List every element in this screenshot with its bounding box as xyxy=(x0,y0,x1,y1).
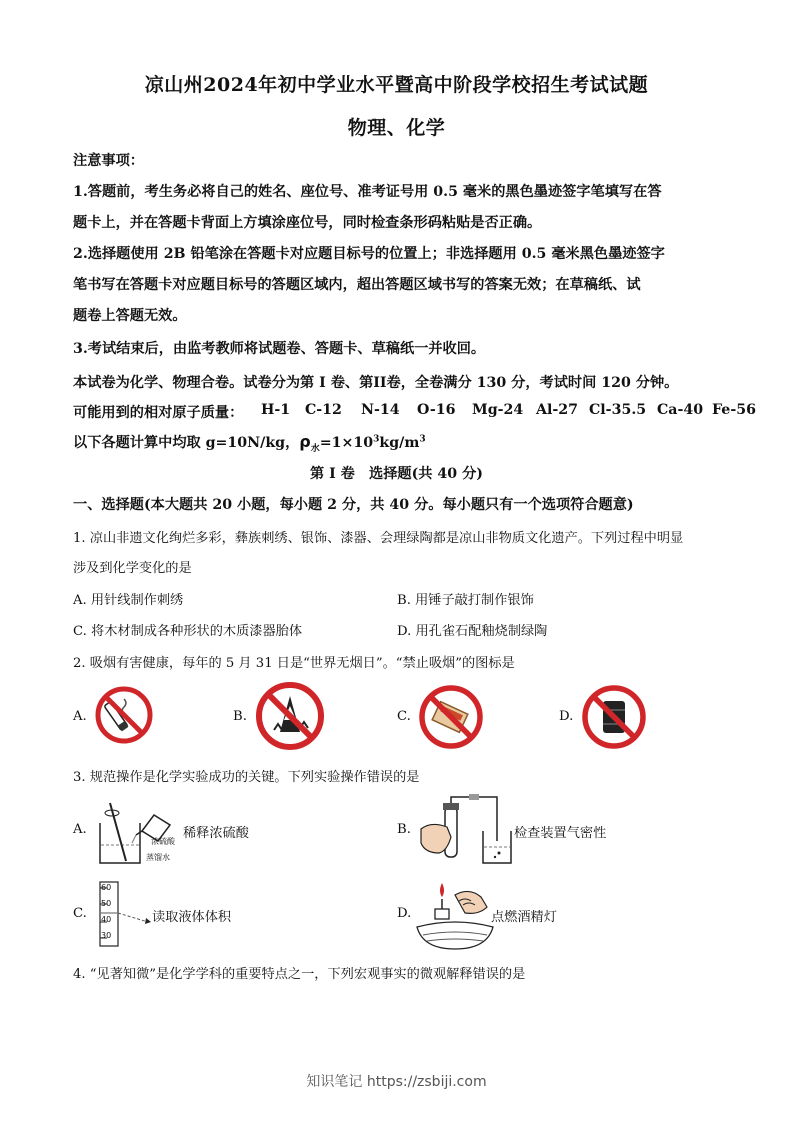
mass-cl: Cl-35.5 xyxy=(589,402,647,418)
q1-option-a: A. 用针线制作刺绣 xyxy=(73,593,184,608)
q1-stem-line-1: 1. 凉山非遗文化绚烂多彩，彝族刺绣、银饰、漆器、会理绿陶都是凉山非物质文化遗产。下列过程中明显 xyxy=(73,531,684,546)
mass-c: C-12 xyxy=(305,402,342,418)
tag-concentrated-acid: 浓硫酸 xyxy=(151,837,175,846)
mass-n: N-14 xyxy=(361,402,400,418)
atomic-masses xyxy=(73,402,756,422)
q1-option-d: D. 用孔雀石配釉烧制绿陶 xyxy=(397,624,548,639)
rho-exponent: 3 xyxy=(373,434,380,445)
graduated-cylinder-figure xyxy=(90,878,152,948)
q2-stem: 2. 吸烟有害健康，每年的 5 月 31 日是“世界无烟日”。“禁止吸烟”的图标是 xyxy=(73,656,515,671)
mass-mg: Mg-24 xyxy=(472,402,524,418)
q1-option-b: B. 用锤子敲打制作银饰 xyxy=(397,593,534,608)
exam-title: 凉山州2024年初中学业水平暨高中阶段学校招生考试试题 xyxy=(144,74,649,96)
mass-h: H-1 xyxy=(261,402,291,418)
exam-subtitle: 物理、化学 xyxy=(347,117,446,139)
tick-label: 50 xyxy=(101,899,112,908)
q2-option-c-label: C. xyxy=(397,709,411,724)
atomic-masses-label: 可能用到的相对原子质量： xyxy=(73,405,244,421)
note-2-line-1: 2.选择题使用 2B 铅笔涂在答题卡对应题目标号的位置上；非选择题用 0.5 毫米黑色墨迹签字 xyxy=(73,246,665,262)
footer-watermark: 知识笔记 https://zsbiji.com xyxy=(306,1074,487,1090)
q3-option-b-label: B. xyxy=(397,822,411,837)
mass-fe: Fe-56 xyxy=(712,402,756,418)
note-3: 3.考试结束后，由监考教师将试题卷、答题卡、草稿纸一并收回。 xyxy=(73,341,486,357)
rho-symbol: ρ xyxy=(299,432,311,451)
mass-o: O-16 xyxy=(417,402,456,418)
note-1-line-2: 题卡上，并在答题卡背面上方填涂座位号，同时检查条形码粘贴是否正确。 xyxy=(73,215,542,231)
section-instruction: 一、选择题(本大题共 20 小题，每小题 2 分，共 40 分。每小题只有一个选项符合题意) xyxy=(73,497,634,513)
rho-subscript: 水 xyxy=(310,443,320,454)
notes-heading: 注意事项： xyxy=(73,153,144,169)
section-title: 第 I 卷 选择题(共 40 分) xyxy=(309,466,484,482)
calc-constants xyxy=(73,432,426,454)
calc-g: 以下各题计算中均取 g=10N/kg， xyxy=(73,435,300,451)
q3-option-d-label: D. xyxy=(397,906,412,921)
q3-option-a-label: A. xyxy=(73,822,87,837)
note-2-line-2: 笔书写在答题卡对应题目标号的答题区域内，超出答题区域书写的答案无效；在草稿纸、试 xyxy=(73,277,641,293)
tick-label: 60 xyxy=(101,883,112,892)
no-smoking-sign-a xyxy=(94,685,154,745)
rho-unit-exponent: 3 xyxy=(419,434,426,445)
q2-option-a-label: A. xyxy=(73,709,87,724)
q3-option-a-text: 稀释浓硫酸 xyxy=(183,826,249,841)
alcohol-lamp-figure xyxy=(415,875,495,951)
q4-stem: 4. “见著知微”是化学学科的重要特点之一，下列宏观事实的微观解释错误的是 xyxy=(73,967,526,982)
airtightness-check-figure xyxy=(415,793,515,871)
q3-stem: 3. 规范操作是化学实验成功的关键。下列实验操作错误的是 xyxy=(73,770,420,785)
paper-info: 本试卷为化学、物理合卷。试卷分为第 I 卷、第II卷，全卷满分 130 分，考试时间 120 分钟。 xyxy=(73,375,679,391)
note-2-line-3: 题卷上答题无效。 xyxy=(73,308,187,324)
q1-stem-line-2: 涉及到化学变化的是 xyxy=(73,561,192,576)
tag-distilled-water: 蒸馏水 xyxy=(146,853,170,862)
tick-label: 40 xyxy=(101,915,112,924)
q3-option-d-text: 点燃酒精灯 xyxy=(491,910,557,925)
q3-option-c-label: C. xyxy=(73,906,87,921)
q3-option-b-text: 检查装置气密性 xyxy=(514,826,607,841)
q2-option-d-label: D. xyxy=(559,709,574,724)
q1-option-c: C. 将木材制成各种形状的木质漆器胎体 xyxy=(73,624,303,639)
mass-al: Al-27 xyxy=(536,402,579,418)
cylinder-scale xyxy=(101,880,111,944)
tick-label: 30 xyxy=(101,931,112,940)
no-burning-sign-b xyxy=(254,680,326,752)
note-1-line-1: 1.答题前，考生务必将自己的姓名、座位号、准考证号用 0.5 毫米的黑色墨迹签字笔填写在答 xyxy=(73,184,662,200)
rho-value: =1×10 xyxy=(319,435,374,451)
rho-unit: kg/m xyxy=(379,435,420,451)
q2-option-b-label: B. xyxy=(233,709,247,724)
mass-ca: Ca-40 xyxy=(657,402,704,418)
q3-option-c-text: 读取液体体积 xyxy=(152,910,232,925)
no-matches-sign-c xyxy=(417,683,485,751)
no-fire-barrel-sign-d xyxy=(580,683,648,751)
